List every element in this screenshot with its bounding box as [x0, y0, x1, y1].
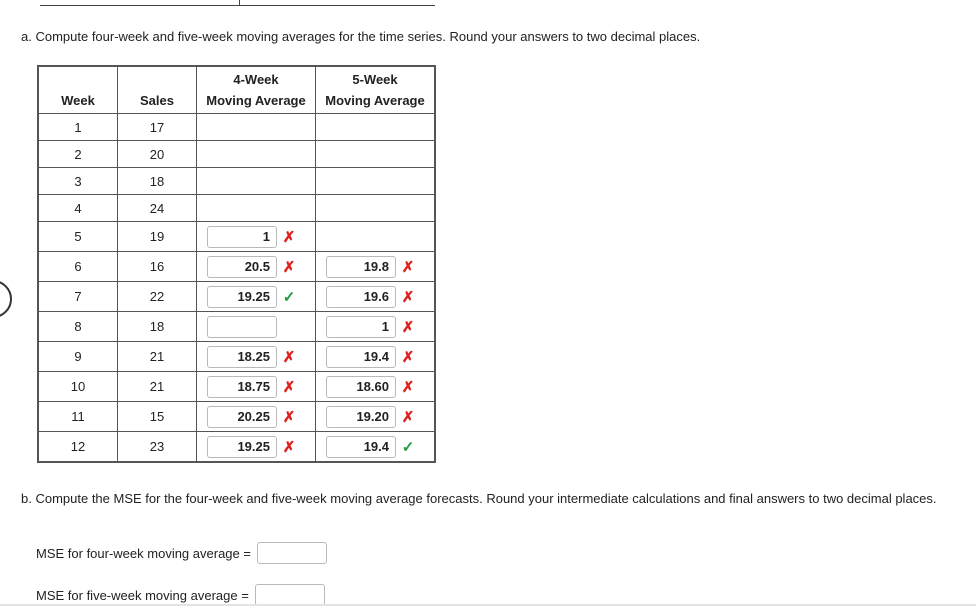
- incorrect-icon: ✗: [401, 318, 415, 336]
- ma5-cell: [316, 252, 436, 282]
- ma4-cell: [197, 252, 316, 282]
- table-row: [38, 114, 435, 141]
- side-circle-button[interactable]: [0, 280, 12, 318]
- mse-five-week-row: [36, 584, 325, 606]
- ma5-cell: [316, 432, 436, 463]
- mse-four-week-row: [36, 542, 327, 564]
- table-row: [38, 222, 435, 252]
- table-row: [38, 141, 435, 168]
- table-row: [38, 168, 435, 195]
- week-cell: 11: [38, 402, 118, 432]
- sales-cell: 21: [118, 342, 197, 372]
- incorrect-icon: ✗: [401, 378, 415, 396]
- week-cell: 12: [38, 432, 118, 463]
- ma5-input[interactable]: 19.6: [326, 286, 396, 308]
- ma4-cell-empty: [197, 168, 316, 195]
- incorrect-icon: ✗: [282, 408, 296, 426]
- header-4-week: 4-Week Moving Average: [197, 66, 316, 114]
- ma4-cell: [197, 342, 316, 372]
- table-row: [38, 195, 435, 222]
- mse-five-week-label: MSE for five-week moving average =: [36, 587, 249, 603]
- ma4-cell-empty: [197, 141, 316, 168]
- sales-cell: 22: [118, 282, 197, 312]
- previous-table-divider: [239, 0, 240, 5]
- incorrect-icon: ✗: [401, 408, 415, 426]
- ma4-cell: [197, 372, 316, 402]
- ma4-input[interactable]: [207, 316, 277, 338]
- mse-five-week-input[interactable]: [255, 584, 325, 606]
- table-row: [38, 252, 435, 282]
- sales-cell: 21: [118, 372, 197, 402]
- part-a-question: a. Compute four-week and five-week moving averages for the time series. Round your answers to two decimal places.: [21, 29, 701, 44]
- ma5-input[interactable]: 18.60: [326, 376, 396, 398]
- ma4-input[interactable]: 19.25: [207, 436, 277, 458]
- week-cell: 7: [38, 282, 118, 312]
- ma5-input[interactable]: 19.8: [326, 256, 396, 278]
- incorrect-icon: ✗: [282, 228, 296, 246]
- week-cell: 9: [38, 342, 118, 372]
- ma5-input[interactable]: 19.20: [326, 406, 396, 428]
- ma5-cell-empty: [316, 195, 436, 222]
- correct-check-icon: ✓: [401, 438, 415, 456]
- incorrect-icon: ✗: [282, 258, 296, 276]
- incorrect-icon: ✗: [282, 348, 296, 366]
- table-row: [38, 402, 435, 432]
- ma4-input[interactable]: 20.25: [207, 406, 277, 428]
- week-cell: 3: [38, 168, 118, 195]
- incorrect-icon: ✗: [401, 258, 415, 276]
- header-week: Week: [38, 66, 118, 114]
- ma5-cell: [316, 402, 436, 432]
- sales-cell: 16: [118, 252, 197, 282]
- ma5-cell: [316, 282, 436, 312]
- incorrect-icon: ✗: [282, 438, 296, 456]
- sales-cell: 23: [118, 432, 197, 463]
- ma4-cell: [197, 222, 316, 252]
- week-cell: 8: [38, 312, 118, 342]
- ma5-cell: [316, 342, 436, 372]
- ma5-cell: [316, 372, 436, 402]
- ma5-cell-empty: [316, 222, 436, 252]
- previous-table-bottom-border: [40, 0, 435, 6]
- week-cell: 4: [38, 195, 118, 222]
- mse-four-week-label: MSE for four-week moving average =: [36, 545, 251, 561]
- week-cell: 6: [38, 252, 118, 282]
- ma5-input[interactable]: 19.4: [326, 436, 396, 458]
- table-row: [38, 342, 435, 372]
- header-5-week: 5-Week Moving Average: [316, 66, 436, 114]
- sales-cell: 17: [118, 114, 197, 141]
- ma5-input[interactable]: 19.4: [326, 346, 396, 368]
- ma4-input[interactable]: 19.25: [207, 286, 277, 308]
- ma4-input[interactable]: 18.75: [207, 376, 277, 398]
- ma5-cell-empty: [316, 114, 436, 141]
- ma4-cell: [197, 312, 316, 342]
- mse-four-week-input[interactable]: [257, 542, 327, 564]
- sales-cell: 15: [118, 402, 197, 432]
- ma5-input[interactable]: 1: [326, 316, 396, 338]
- part-b-question: b. Compute the MSE for the four-week and five-week moving average forecasts. Round your intermediate calculations and final answers to two decimal places.: [21, 491, 937, 506]
- ma4-cell-empty: [197, 195, 316, 222]
- incorrect-icon: ✗: [401, 348, 415, 366]
- week-cell: 2: [38, 141, 118, 168]
- correct-check-icon: ✓: [282, 288, 296, 306]
- sales-cell: 20: [118, 141, 197, 168]
- ma4-cell-empty: [197, 114, 316, 141]
- sales-cell: 18: [118, 168, 197, 195]
- table-row: [38, 282, 435, 312]
- ma5-cell-empty: [316, 141, 436, 168]
- ma5-cell-empty: [316, 168, 436, 195]
- ma4-input[interactable]: 1: [207, 226, 277, 248]
- ma4-cell: [197, 402, 316, 432]
- incorrect-icon: ✗: [401, 288, 415, 306]
- bottom-divider: [0, 604, 976, 606]
- ma4-cell: [197, 432, 316, 463]
- moving-average-table: [37, 65, 436, 463]
- ma5-cell: [316, 312, 436, 342]
- ma4-input[interactable]: 18.25: [207, 346, 277, 368]
- ma4-input[interactable]: 20.5: [207, 256, 277, 278]
- week-cell: 5: [38, 222, 118, 252]
- table-row: [38, 432, 435, 463]
- table-row: [38, 372, 435, 402]
- week-cell: 10: [38, 372, 118, 402]
- incorrect-icon: ✗: [282, 378, 296, 396]
- table-row: [38, 312, 435, 342]
- sales-cell: 18: [118, 312, 197, 342]
- header-sales: Sales: [118, 66, 197, 114]
- week-cell: 1: [38, 114, 118, 141]
- sales-cell: 19: [118, 222, 197, 252]
- ma4-cell: [197, 282, 316, 312]
- sales-cell: 24: [118, 195, 197, 222]
